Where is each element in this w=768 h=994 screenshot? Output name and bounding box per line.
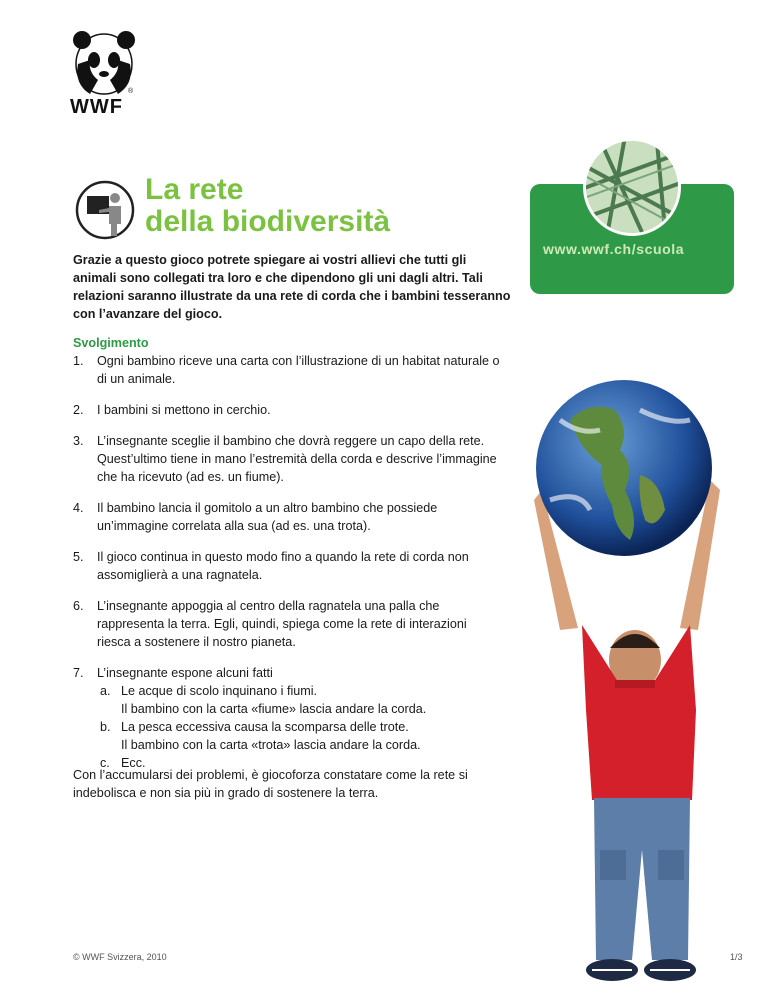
- intro-paragraph: Grazie a questo gioco potrete spiegare ai vostri allievi che tutti gli animali sono collegati tra loro e che dipendono gli uni dagli altri. Tali relazioni saranno illustrate da una rete di corda che i bambini tesseranno con l’avanzare del gioco.: [73, 253, 511, 321]
- substep-text: [121, 682, 426, 718]
- procedure-heading: Svolgimento: [73, 336, 149, 350]
- substep-letter: b.: [100, 720, 111, 734]
- copyright-text: © WWF Svizzera, 2010: [73, 952, 167, 962]
- step-item: [73, 352, 503, 388]
- step-text-main: L’insegnante espone alcuni fatti: [97, 666, 273, 680]
- child-holding-earth-image: [520, 380, 750, 992]
- page-number: 1/3: [730, 952, 743, 962]
- title-line-1: La rete: [145, 173, 244, 206]
- step-item: [73, 548, 503, 584]
- substep-text: [121, 718, 421, 754]
- step-number: 5.: [73, 550, 84, 564]
- registered-mark: ®: [128, 88, 134, 95]
- registered-mark: ®: [84, 86, 90, 93]
- substep-line-1: La pesca eccessiva causa la scomparsa delle trote.: [121, 720, 409, 734]
- substep-line-2: Il bambino con la carta «fiume» lascia andare la corda.: [121, 702, 427, 716]
- substep-item: [97, 718, 503, 754]
- conclusion-paragraph: Con l’accumularsi dei problemi, è giocoforza constatare come la rete si indebolisca e non sia più in grado di sostenere la terra.: [73, 768, 468, 800]
- substep-letter: a.: [100, 684, 111, 698]
- step-item: [73, 499, 503, 535]
- step-text: [97, 664, 503, 772]
- step-number: 3.: [73, 434, 84, 448]
- step-number: 1.: [73, 354, 84, 368]
- step-number: 4.: [73, 501, 84, 515]
- page-title: [145, 174, 390, 238]
- step-number: 6.: [73, 599, 84, 613]
- step-text: I bambini si mettono in cerchio.: [97, 403, 271, 417]
- step-text: L’insegnante appoggia al centro della ragnatela una palla che rappresenta la terra. Egli, quindi, spiega come la rete di interazioni riesca a sostenere il nostro pianeta.: [97, 599, 467, 649]
- step-item: [73, 432, 503, 486]
- step-number: 7.: [73, 666, 84, 680]
- substep-item: [97, 682, 503, 718]
- net-photo: [583, 138, 681, 236]
- step-number: 2.: [73, 403, 84, 417]
- teacher-board-icon: [75, 180, 135, 240]
- substep-line-1: Ecc.: [121, 756, 146, 770]
- step-item: [73, 664, 503, 772]
- step-text: L’insegnante sceglie il bambino che dovrà reggere un capo della rete. Quest’ultimo tiene in mano l’estremità della corda e descrive l’immagine che ha ricevuto (ad es. un fiume).: [97, 434, 497, 484]
- substep-letter: c.: [100, 756, 110, 770]
- step-text: Ogni bambino riceve una carta con l’illustrazione di un habitat naturale o di un animale.: [97, 354, 500, 386]
- procedure-section: [73, 334, 503, 772]
- substep-line-1: Le acque di scolo inquinano i fiumi.: [121, 684, 318, 698]
- step-item: [73, 597, 503, 651]
- step-item: [73, 401, 503, 419]
- step-text: Il gioco continua in questo modo fino a quando la rete di corda non assomiglierà a una ragnatela.: [97, 550, 469, 582]
- title-line-2: della biodiversità: [145, 205, 391, 238]
- step-text: Il bambino lancia il gomitolo a un altro bambino che possiede un’immagine correlata alla sua (ad es. una trota).: [97, 501, 438, 533]
- website-link[interactable]: www.wwf.ch/scuola: [543, 241, 685, 257]
- substep-line-2: Il bambino con la carta «trota» lascia andare la corda.: [121, 738, 421, 752]
- wwf-logo-text: WWF: [70, 96, 123, 118]
